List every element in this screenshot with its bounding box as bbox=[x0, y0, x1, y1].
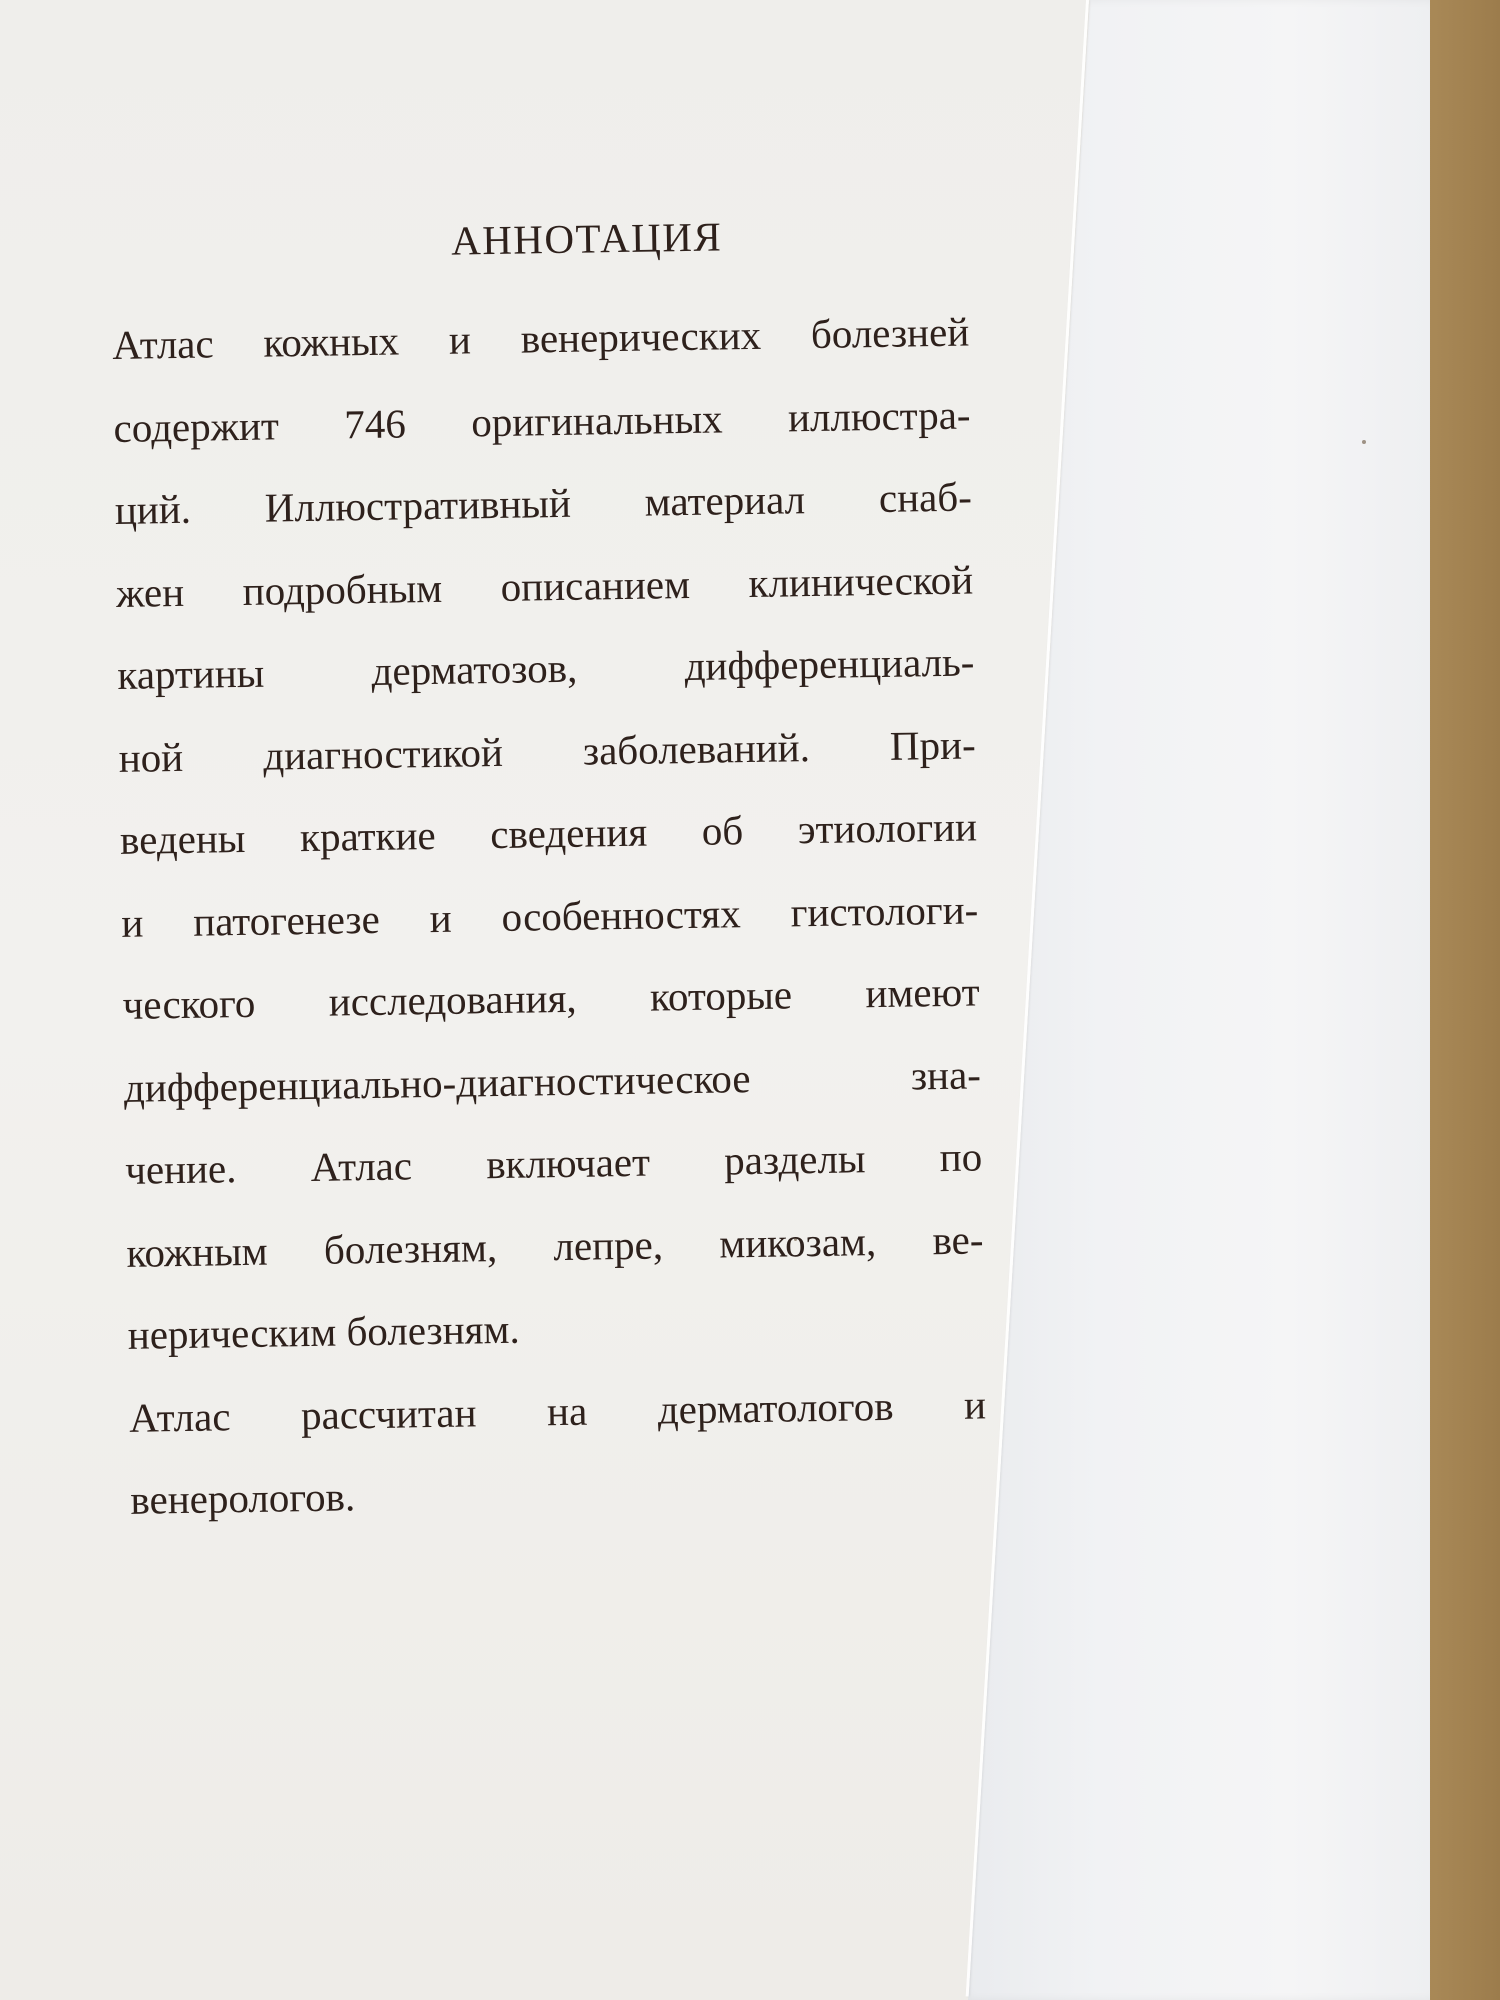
paper-speck bbox=[1362, 440, 1366, 444]
annotation-paragraph-2 bbox=[128, 1363, 987, 1541]
text-line: дифференциально-диагностическое зна- bbox=[123, 1050, 982, 1111]
text-line: ной диагностикой заболеваний. При- bbox=[118, 720, 977, 781]
annotation-paragraph-1 bbox=[112, 291, 986, 1377]
annotation-heading: АННОТАЦИЯ bbox=[450, 213, 723, 264]
text-line: ций. Иллюстративный материал снаб- bbox=[114, 473, 973, 533]
text-line: нерическим болезням. bbox=[127, 1305, 520, 1358]
text-line: кожным болезням, лепре, микозам, ве- bbox=[126, 1215, 984, 1276]
text-line: чение. Атлас включает разделы по bbox=[124, 1133, 983, 1193]
text-line: и патогенезе и особенностях гистологи- bbox=[120, 885, 979, 946]
text-line: Атлас рассчитан на дерматологов и bbox=[128, 1380, 987, 1441]
annotation-section bbox=[110, 186, 991, 1541]
text-line: Атлас кожных и венерических болезней bbox=[111, 308, 970, 368]
text-line: ведены краткие сведения об этиологии bbox=[119, 803, 978, 863]
text-line: жен подробным описанием клинической bbox=[115, 555, 974, 616]
text-line: венерологов. bbox=[130, 1473, 356, 1523]
text-line: ческого исследования, которые имеют bbox=[122, 968, 980, 1028]
text-line: содержит 746 оригинальных иллюстра- bbox=[113, 391, 971, 451]
text-line: картины дерматозов, дифференциаль- bbox=[117, 638, 975, 698]
